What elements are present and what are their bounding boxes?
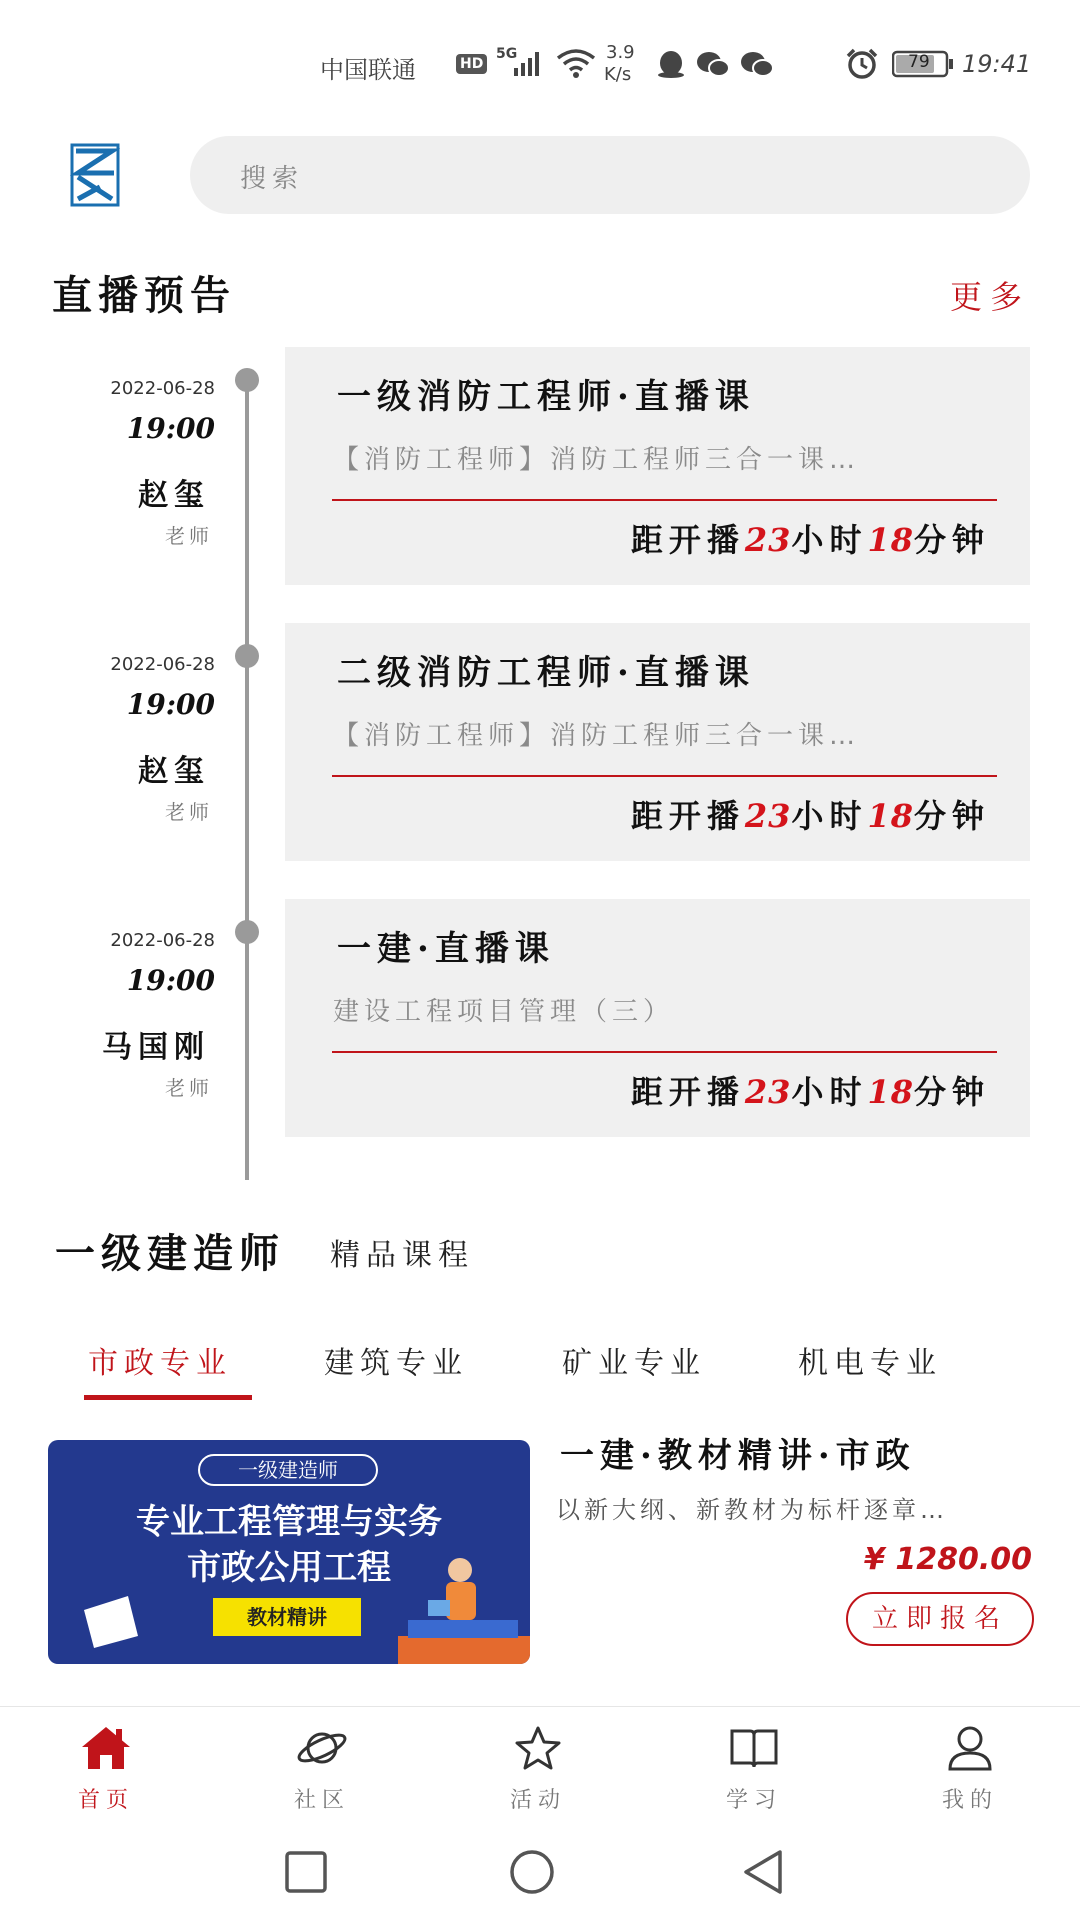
- thumb-title-line1: 专业工程管理与实务: [136, 1502, 442, 1542]
- live-card[interactable]: [285, 899, 1030, 1137]
- tab-architecture[interactable]: 建筑专业: [324, 1346, 468, 1381]
- battery-level: 79: [908, 52, 930, 72]
- divider: [332, 499, 997, 501]
- search-input[interactable]: [190, 136, 1030, 214]
- nav-activity[interactable]: [478, 1725, 598, 1814]
- course-price: ¥ 1280.00: [864, 1542, 1032, 1577]
- timeline-line: [245, 380, 249, 1180]
- app-logo: [70, 143, 120, 207]
- course-section-subtitle: 精品课程: [330, 1238, 474, 1273]
- planet-icon: [296, 1725, 348, 1771]
- speed-unit: K/s: [604, 64, 632, 85]
- hd-badge: HD: [456, 54, 487, 74]
- live-course-title: 一建·直播课: [337, 929, 555, 969]
- live-course-subtitle: 【消防工程师】消防工程师三合一课…: [333, 445, 861, 475]
- timeline-dot: [235, 644, 259, 668]
- alarm-icon: [846, 48, 878, 80]
- teacher-name: 马国刚: [102, 1030, 210, 1065]
- course-section-title: 一级建造师: [55, 1230, 285, 1277]
- star-icon: [512, 1725, 564, 1771]
- teacher-name: 赵玺: [138, 754, 210, 789]
- nav-label: 社区: [293, 1788, 350, 1813]
- speed-value: 3.9: [606, 42, 635, 63]
- tab-electromechanical[interactable]: 机电专业: [798, 1346, 942, 1381]
- thumb-chip: 一级建造师: [198, 1454, 378, 1486]
- nav-study[interactable]: [694, 1725, 814, 1814]
- signal-icon: [514, 50, 544, 76]
- bottom-nav: [0, 1706, 1080, 1816]
- enroll-button[interactable]: 立即报名: [846, 1592, 1034, 1646]
- qq-icon: [656, 50, 686, 78]
- user-icon: [944, 1725, 996, 1771]
- course-thumbnail[interactable]: [48, 1440, 530, 1664]
- paper-illustration: [76, 1590, 146, 1650]
- system-nav-bar: [0, 1840, 1080, 1920]
- live-course-subtitle: 【消防工程师】消防工程师三合一课…: [333, 721, 861, 751]
- live-section-title: 直播预告: [52, 272, 236, 319]
- live-date: 2022-06-28: [110, 378, 215, 399]
- countdown-minutes: 18: [867, 797, 914, 835]
- live-date: 2022-06-28: [110, 654, 215, 675]
- carrier-label: 中国联通: [320, 56, 416, 84]
- teacher-role: 老师: [165, 524, 213, 548]
- course-description: 以新大纲、新教材为标杆逐章…: [556, 1496, 948, 1524]
- countdown-minutes: 18: [867, 1073, 914, 1111]
- active-tab-indicator: [84, 1395, 252, 1400]
- live-countdown: 距开播23小时18分钟: [630, 797, 990, 835]
- home-circle-icon[interactable]: [508, 1848, 556, 1896]
- timeline-dot: [235, 368, 259, 392]
- nav-me[interactable]: [910, 1725, 1030, 1814]
- tab-mining[interactable]: 矿业专业: [562, 1346, 706, 1381]
- thumb-badge: 教材精讲: [213, 1598, 361, 1636]
- search-placeholder: 搜索: [240, 164, 305, 194]
- live-course-subtitle: 建设工程项目管理（三）: [333, 997, 675, 1027]
- book-icon: [728, 1725, 780, 1771]
- nav-label: 我的: [941, 1788, 998, 1813]
- more-link[interactable]: 更多: [950, 278, 1031, 316]
- nav-label: 首页: [77, 1788, 134, 1813]
- home-icon: [80, 1725, 132, 1771]
- live-time: 19:00: [126, 964, 215, 997]
- status-bar: [0, 0, 1080, 130]
- live-course-title: 二级消防工程师·直播课: [337, 653, 755, 693]
- countdown-hours: 23: [744, 521, 792, 559]
- wechat-icon: [696, 50, 730, 78]
- course-title[interactable]: 一建·教材精讲·市政: [560, 1436, 916, 1476]
- divider: [332, 775, 997, 777]
- teacher-role: 老师: [165, 800, 213, 824]
- nav-label: 活动: [509, 1788, 566, 1813]
- live-time: 19:00: [126, 688, 215, 721]
- countdown-minutes: 18: [867, 521, 914, 559]
- wifi-icon: [556, 48, 596, 78]
- countdown-hours: 23: [744, 797, 792, 835]
- live-card[interactable]: [285, 623, 1030, 861]
- live-course-title: 一级消防工程师·直播课: [337, 377, 755, 417]
- divider: [332, 1051, 997, 1053]
- live-countdown: 距开播23小时18分钟: [630, 1073, 990, 1111]
- thumb-title-line2: 市政公用工程: [187, 1548, 391, 1588]
- nav-community[interactable]: [262, 1725, 382, 1814]
- nav-home[interactable]: [46, 1725, 166, 1814]
- clock: 19:41: [962, 50, 1032, 78]
- timeline-dot: [235, 920, 259, 944]
- live-date: 2022-06-28: [110, 930, 215, 951]
- wechat-icon-2: [740, 50, 774, 78]
- live-time: 19:00: [126, 412, 215, 445]
- back-icon[interactable]: [740, 1848, 786, 1896]
- nav-label: 学习: [725, 1788, 782, 1813]
- tab-municipal[interactable]: 市政专业: [88, 1346, 232, 1381]
- live-countdown: 距开播23小时18分钟: [630, 521, 990, 559]
- reader-illustration: [398, 1550, 530, 1664]
- recents-icon[interactable]: [284, 1850, 328, 1894]
- network-type: 5G: [496, 46, 518, 62]
- live-card[interactable]: [285, 347, 1030, 585]
- countdown-hours: 23: [744, 1073, 792, 1111]
- teacher-name: 赵玺: [138, 478, 210, 513]
- teacher-role: 老师: [165, 1076, 213, 1100]
